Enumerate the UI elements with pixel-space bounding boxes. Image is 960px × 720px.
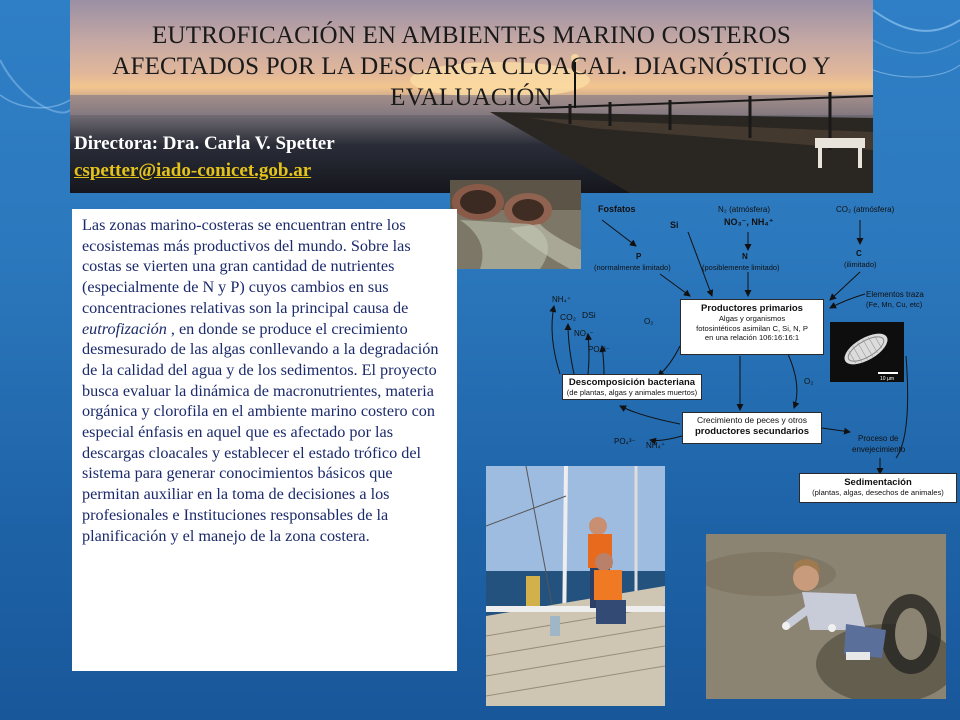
diatom-micrograph — [830, 322, 904, 382]
label-si: Si — [670, 220, 679, 230]
scale-label: 10 µm — [880, 376, 894, 382]
label-no3-nh4: NO₃⁻, NH₄⁺ — [724, 217, 774, 227]
label-fosfatos: Fosfatos — [598, 204, 636, 214]
label-nh4-b: NH₄⁺ — [646, 441, 666, 450]
label-p-sub: (normalmente limitado) — [594, 263, 671, 272]
label-c-sub: (ilimitado) — [844, 260, 877, 269]
label-p: P — [636, 252, 642, 261]
label-co2-small: CO₂ — [560, 312, 577, 322]
label-po4: PO₄³⁻ — [588, 345, 610, 354]
label-n2: N₂ (atmósfera) — [718, 205, 771, 214]
label-traza: Elementos traza — [866, 290, 924, 299]
label-o2-a: O₂ — [644, 317, 654, 326]
label-n-sub: (posiblemente limitado) — [702, 263, 780, 272]
header-banner — [70, 0, 873, 193]
label-n: N — [742, 252, 748, 261]
box-descomposicion: Descomposición bacteriana (de plantas, algas y animales muertos) — [562, 374, 702, 400]
sediment-sampling-photo — [706, 534, 946, 699]
nutrient-cycle-diagram — [540, 196, 960, 508]
label-proceso-2: envejecimiento — [852, 445, 906, 454]
label-proceso-1: Proceso de — [858, 434, 899, 443]
description-text: Las zonas marino-costeras se encuentran entre los ecosistemas más productivos del mundo. Sobre las costas se vierten una gran cantidad de nutrientes (especialmente de N y P) cuyos cambios en sus concentraciones relativas son la principal causa de eutrofización , en donde se produce el crecimiento desmesurado de las algas conllevando a la degradación de la calidad del agua y de los sedimentos. El proyecto busca evaluar la dinámica de macronutrientes, materia orgánica y clorofila en el ambiente marino costero con especial énfasis en aquel que es afectado por las descargas cloacales y establecer el estado trófico del sistema para generar conocimientos básicos que permitan auxiliar en la toma de decisiones a los profesionales e Instituciones responsables de la planificación y el manejo de la zona costera. — [82, 216, 439, 545]
label-traza-sub: (Fe, Mn, Cu, etc) — [866, 300, 923, 309]
page-title: EUTROFICACIÓN EN AMBIENTES MARINO COSTEROS AFECTADOS POR LA DESCARGA CLOACAL. DIAGNÓSTICO Y EVALUACIÓN — [112, 22, 831, 111]
project-description — [72, 209, 457, 671]
box-crecimiento: Crecimiento de peces y otros productores secundarios — [682, 412, 822, 444]
label-no3: NO₃⁻ — [574, 329, 594, 338]
label-co2: CO₂ (atmósfera) — [836, 205, 895, 214]
director-name: Directora: Dra. Carla V. Spetter — [74, 133, 335, 154]
research-vessel-sampling-photo — [486, 466, 665, 706]
eutrofizacion-term: eutrofización — [82, 319, 167, 338]
label-c: C — [856, 249, 862, 258]
email-link[interactable]: cspetter@iado-conicet.gob.ar — [74, 160, 312, 181]
box-sedimentacion: Sedimentación (plantas, algas, desechos de animales) — [799, 473, 957, 503]
label-o2-b: O₂ — [804, 377, 814, 386]
label-nh4: NH₄⁺ — [552, 295, 572, 304]
label-po4-b: PO₄³⁻ — [614, 437, 636, 446]
label-dsi: DSi — [582, 310, 596, 320]
box-productores-primarios: Productores primarios Algas y organismos fotosintéticos asimilan C, Si, N, P en una relación 106:16:16:1 — [680, 299, 824, 355]
